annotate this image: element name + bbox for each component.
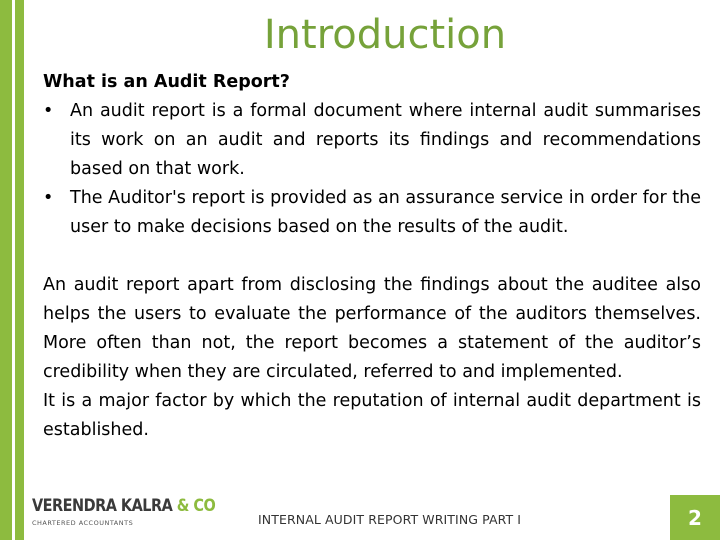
footer-text: INTERNAL AUDIT REPORT WRITING PART I <box>258 512 522 527</box>
logo-name: VERENDRA KALRA <box>32 496 173 516</box>
slide-content <box>43 68 701 445</box>
slide-title: Introduction <box>263 12 507 58</box>
logo-subtitle: CHARTERED ACCOUNTANTS <box>32 519 134 527</box>
bullet-list <box>43 97 701 242</box>
paragraph-2: It is a major factor by which the reputation of internal audit department is established. <box>43 391 701 440</box>
page-number: 2 <box>670 495 720 540</box>
section-heading: What is an Audit Report? <box>43 72 290 92</box>
left-accent-bar <box>0 0 24 540</box>
bullet-icon: • <box>43 101 54 121</box>
bullet-icon: • <box>43 188 54 208</box>
accent-stripe-narrow <box>15 0 24 540</box>
company-logo <box>32 496 216 536</box>
bullet-text: An audit report is a formal document where internal audit summarises its work on an audit and reports its findings and recommendations based on that work. <box>70 101 701 179</box>
accent-stripe-wide <box>0 0 12 540</box>
bullet-item <box>43 184 701 242</box>
paragraph-1: An audit report apart from disclosing the findings about the auditee also helps the users to evaluate the performance of the auditors themselves. More often than not, the report becomes a statement of the auditor’s credibility when they are circulated, referred to and implemented. <box>43 275 701 382</box>
logo-amp: & CO <box>176 496 216 516</box>
bullet-text: The Auditor's report is provided as an assurance service in order for the user to make decisions based on the results of the audit. <box>70 188 701 237</box>
bullet-item <box>43 97 701 184</box>
